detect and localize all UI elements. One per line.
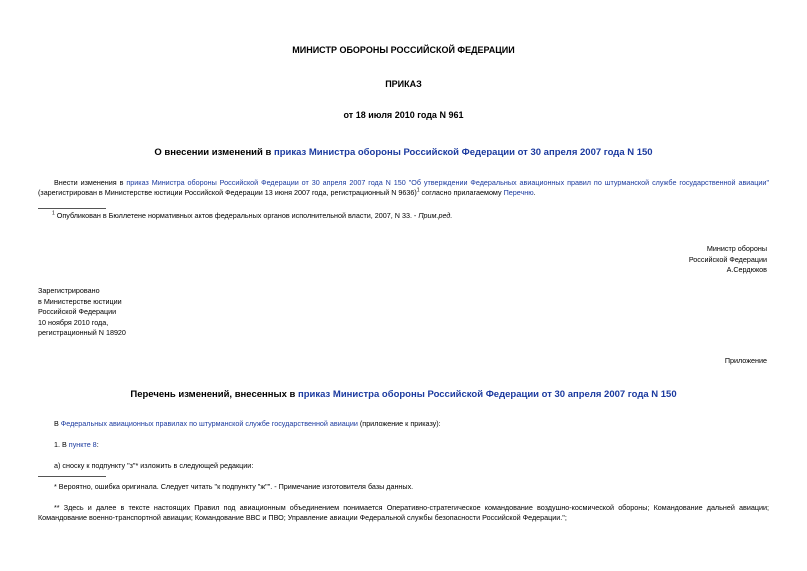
intro-paragraph (38, 178, 769, 198)
registration-line-5: регистрационный N 18920 (38, 328, 126, 337)
signature-line-1: Министр обороны (706, 244, 767, 253)
registration-line-2: в Министерстве юстиции (38, 296, 122, 306)
registration-line-4: 10 ноября 2010 года, (38, 317, 109, 327)
intro-text-1: Внести изменения в (54, 178, 127, 187)
list-item-point-pre: 1. В (54, 440, 69, 449)
list-item-point (54, 440, 99, 450)
footnote-divider (38, 208, 106, 209)
intro-text-4: . (533, 188, 536, 197)
document-title (0, 147, 807, 158)
intro-text-3: согласно прилагаемому (419, 188, 504, 197)
list-item-rules (54, 419, 441, 429)
list-item-rules-post: (приложение к приказу): (357, 419, 441, 428)
footnote-publication (52, 211, 452, 221)
rules-link[interactable]: Федеральных авиационных правилах по штурманской службе государственной авиации (60, 419, 358, 428)
footnote-publication-text: Опубликован в Бюллетене нормативных актов федеральных органов исполнительной власти, 2007, N 33. - (56, 211, 419, 220)
title-order-link[interactable]: приказ Министра обороны Российской Федерации от 30 апреля 2007 года N 150 (273, 147, 653, 158)
registration-line-3: Российской Федерации (38, 307, 117, 316)
appendix-label: Приложение (724, 356, 767, 365)
registration-line-1: Зарегистрировано (38, 286, 100, 295)
title-prefix: О внесении изменений в (154, 147, 274, 158)
signature-name: А.Сердюков (726, 265, 767, 274)
ministry-heading: МИНИСТР ОБОРОНЫ РОССИЙСКОЙ ФЕДЕРАЦИИ (292, 45, 515, 55)
document-type: ПРИКАЗ (385, 79, 422, 89)
document-date-number: от 18 июля 2010 года N 961 (343, 110, 464, 120)
intro-order-link[interactable]: приказ Министра обороны Российской Федерации от 30 апреля 2007 года N 150 "Об утверждении Федеральных авиационных правил по штурманской службе государственной авиации" (126, 178, 769, 187)
list-item-point-post: : (96, 440, 99, 449)
registration-block (38, 286, 126, 339)
signature-block (689, 244, 767, 276)
footnote-marker: 1 (416, 187, 420, 194)
footnote-error-note: * Вероятно, ошибка оригинала. Следует читать "к подпункту "ж"". - Примечание изготовителя базы данных. (54, 482, 414, 491)
appendix-title (0, 389, 807, 400)
intro-list-link[interactable]: Перечню (503, 188, 534, 197)
signature-line-2: Российской Федерации (688, 254, 767, 264)
appendix-order-link[interactable]: приказ Министра обороны Российской Федерации от 30 апреля 2007 года N 150 (298, 389, 677, 400)
footnote-note: Прим.ред. (418, 211, 453, 220)
footnote-number: 1 (52, 210, 55, 217)
intro-text-2: (зарегистрирован в Министерстве юстиции Российской Федерации 13 июня 2007 года, регистрационный N 9636) (38, 188, 417, 197)
list-item-footnote-edit: а) сноску к подпункту "з"* изложить в следующей редакции: (54, 461, 254, 470)
list-item-rules-pre: В (54, 419, 61, 428)
footnote-divider-2 (38, 476, 106, 477)
footnote-aviation-definition: ** Здесь и далее в тексте настоящих Правил под авиационным объединением понимается Оперативно-стратегическое командование воздушно-космической обороны; Командование дальней авиации; Командование военно-транспортной авиации; Командование ВВС и ПВО; Управление авиации Федеральной службы безопасности Российской Федерации."; (38, 503, 769, 522)
appendix-title-prefix: Перечень изменений, внесенных в (130, 389, 299, 400)
point-8-link[interactable]: пункте 8 (68, 440, 97, 449)
